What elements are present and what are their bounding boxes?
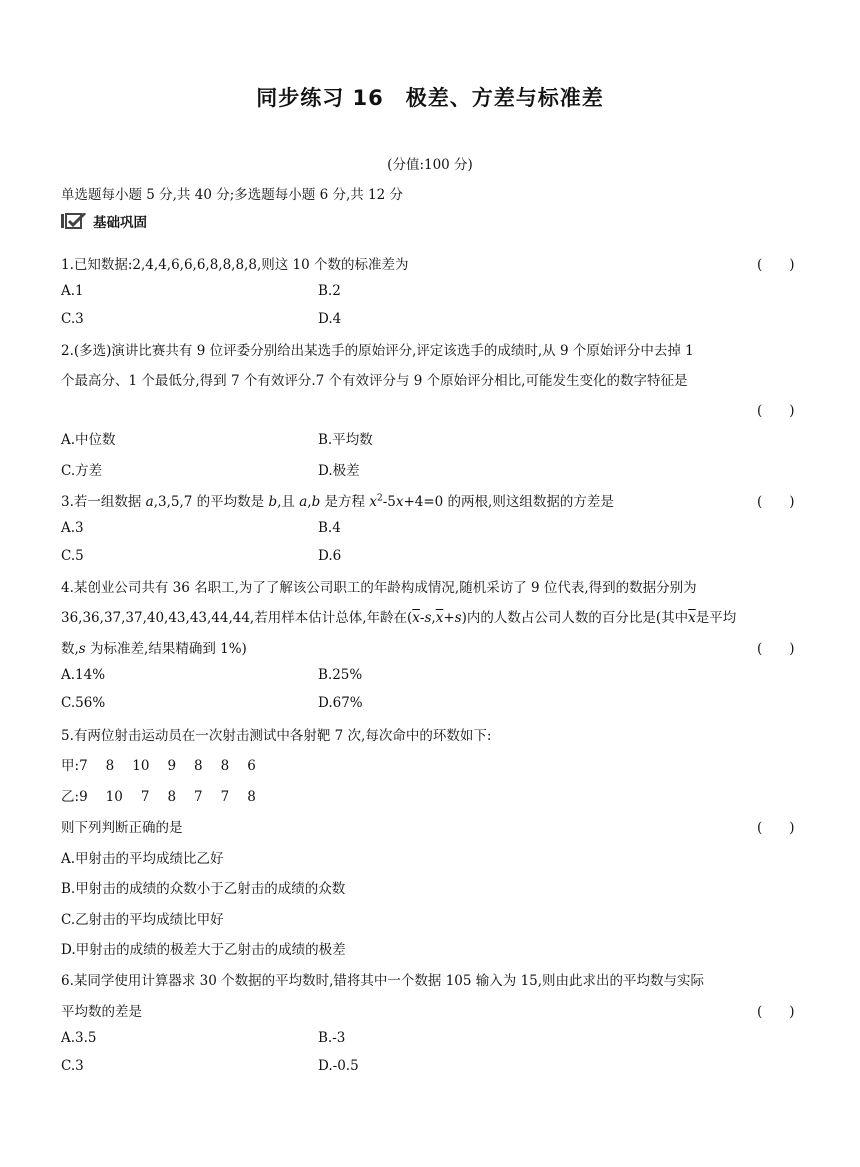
- q5-option-a[interactable]: A.甲射击的平均成绩比乙好: [61, 851, 224, 867]
- q3-answer-bracket[interactable]: ( ): [757, 494, 795, 510]
- q2-stem-line2: 个最高分、1 个最低分,得到 7 个有效评分.7 个有效评分与 9 个原始评分相比,可能发生变化的数字特征是: [61, 373, 688, 389]
- section-title: 基础巩固: [93, 215, 147, 231]
- q4-stem-line3: 数,s 为标准差,结果精确到 1%): [61, 641, 247, 657]
- q3-option-c[interactable]: C.5: [61, 548, 84, 564]
- q3-option-a[interactable]: A.3: [61, 520, 84, 536]
- q6-option-d[interactable]: D.-0.5: [318, 1058, 359, 1074]
- q1-option-a[interactable]: A.1: [61, 283, 84, 299]
- q5-answer-bracket[interactable]: ( ): [757, 820, 795, 836]
- q1-option-b[interactable]: B.2: [318, 283, 341, 299]
- q6-option-a[interactable]: A.3.5: [61, 1030, 97, 1046]
- q4-option-a[interactable]: A.14%: [61, 667, 106, 683]
- q5-option-d[interactable]: D.甲射击的成绩的极差大于乙射击的成绩的极差: [61, 942, 346, 958]
- q3-option-d[interactable]: D.6: [318, 548, 342, 564]
- score-value: 8: [247, 789, 256, 805]
- score-value: 9: [79, 789, 88, 805]
- q4-option-d[interactable]: D.67%: [318, 695, 363, 711]
- q3-option-b[interactable]: B.4: [318, 520, 341, 536]
- q6-stem-line2: 平均数的差是: [61, 1004, 142, 1020]
- q5-yi-scores: 乙:9 10 7 8 7 7 8: [61, 789, 256, 805]
- score-value: 7: [79, 758, 88, 774]
- q5-jia-scores: 甲:7 8 10 9 8 8 6: [61, 758, 256, 774]
- score-value: 8: [105, 758, 115, 774]
- q2-option-c[interactable]: C.方差: [61, 463, 103, 479]
- q2-stem-line1: 2.(多选)演讲比赛共有 9 位评委分别给出某选手的原始评分,评定该选手的成绩时,从 9 个原始评分中去掉 1: [61, 343, 694, 359]
- q2-option-a[interactable]: A.中位数: [61, 432, 116, 448]
- q5-option-b[interactable]: B.甲射击的成绩的众数小于乙射击的成绩的众数: [61, 881, 346, 897]
- q3-stem: 3.若一组数据 a,3,5,7 的平均数是 b,且 a,b 是方程 $x^2-5x+4=0$ 的两根,则这组数据的方差是: [61, 493, 614, 510]
- q6-option-c[interactable]: C.3: [61, 1058, 84, 1074]
- q4-option-c[interactable]: C.56%: [61, 695, 106, 711]
- score-value: 10: [105, 789, 123, 805]
- q6-answer-bracket[interactable]: ( ): [757, 1004, 795, 1020]
- q6-option-b[interactable]: B.-3: [318, 1030, 346, 1046]
- q2-option-b[interactable]: B.平均数: [318, 432, 373, 448]
- score-value: 8: [194, 758, 203, 774]
- q1-option-c[interactable]: C.3: [61, 311, 84, 327]
- score-value: 6: [247, 758, 256, 774]
- q4-option-b[interactable]: B.25%: [318, 667, 363, 683]
- instructions: 单选题每小题 5 分,共 40 分;多选题每小题 6 分,共 12 分: [61, 187, 403, 203]
- q1-option-d[interactable]: D.4: [318, 311, 342, 327]
- score-value: 10: [132, 758, 150, 774]
- score-value: 8: [220, 758, 230, 774]
- q4-answer-bracket[interactable]: ( ): [757, 641, 795, 657]
- section-header: [61, 211, 147, 231]
- score-value: 7: [194, 789, 203, 805]
- q6-stem-line1: 6.某同学使用计算器求 30 个数据的平均数时,错将其中一个数据 105 输入为 15,则由此求出的平均数与实际: [61, 973, 705, 989]
- score-value: 7: [220, 789, 230, 805]
- q5-question: 则下列判断正确的是: [61, 820, 183, 836]
- q5-stem: 5.有两位射击运动员在一次射击测试中各射靶 7 次,每次命中的环数如下:: [61, 728, 492, 744]
- score-value: 9: [167, 758, 177, 774]
- page-title: 同步练习 16 极差、方差与标准差: [256, 86, 604, 110]
- q1-answer-bracket[interactable]: ( ): [757, 257, 795, 273]
- q4-stem-line2: 36,36,37,37,40,43,43,44,44,若用样本估计总体,年龄在$(\overline{x}-s,\overline{x}+s)$内的人数占公司人数的百分比是(其中$\overline{x}$是平均: [61, 610, 737, 626]
- q2-option-d[interactable]: D.极差: [318, 463, 360, 479]
- q4-stem-line1: 4.某创业公司共有 36 名职工,为了了解该公司职工的年龄构成情况,随机采访了 9 位代表,得到的数据分别为: [61, 580, 697, 596]
- q2-answer-bracket[interactable]: ( ): [757, 403, 795, 419]
- q5-option-c[interactable]: C.乙射击的平均成绩比甲好: [61, 912, 224, 928]
- q1-stem: 1.已知数据:2,4,4,6,6,6,8,8,8,8,则这 10 个数的标准差为: [61, 257, 409, 273]
- score-value: 7: [140, 789, 150, 805]
- score-note: (分值:100 分): [387, 157, 473, 173]
- checkbox-check-icon: [61, 213, 87, 229]
- score-value: 8: [167, 789, 177, 805]
